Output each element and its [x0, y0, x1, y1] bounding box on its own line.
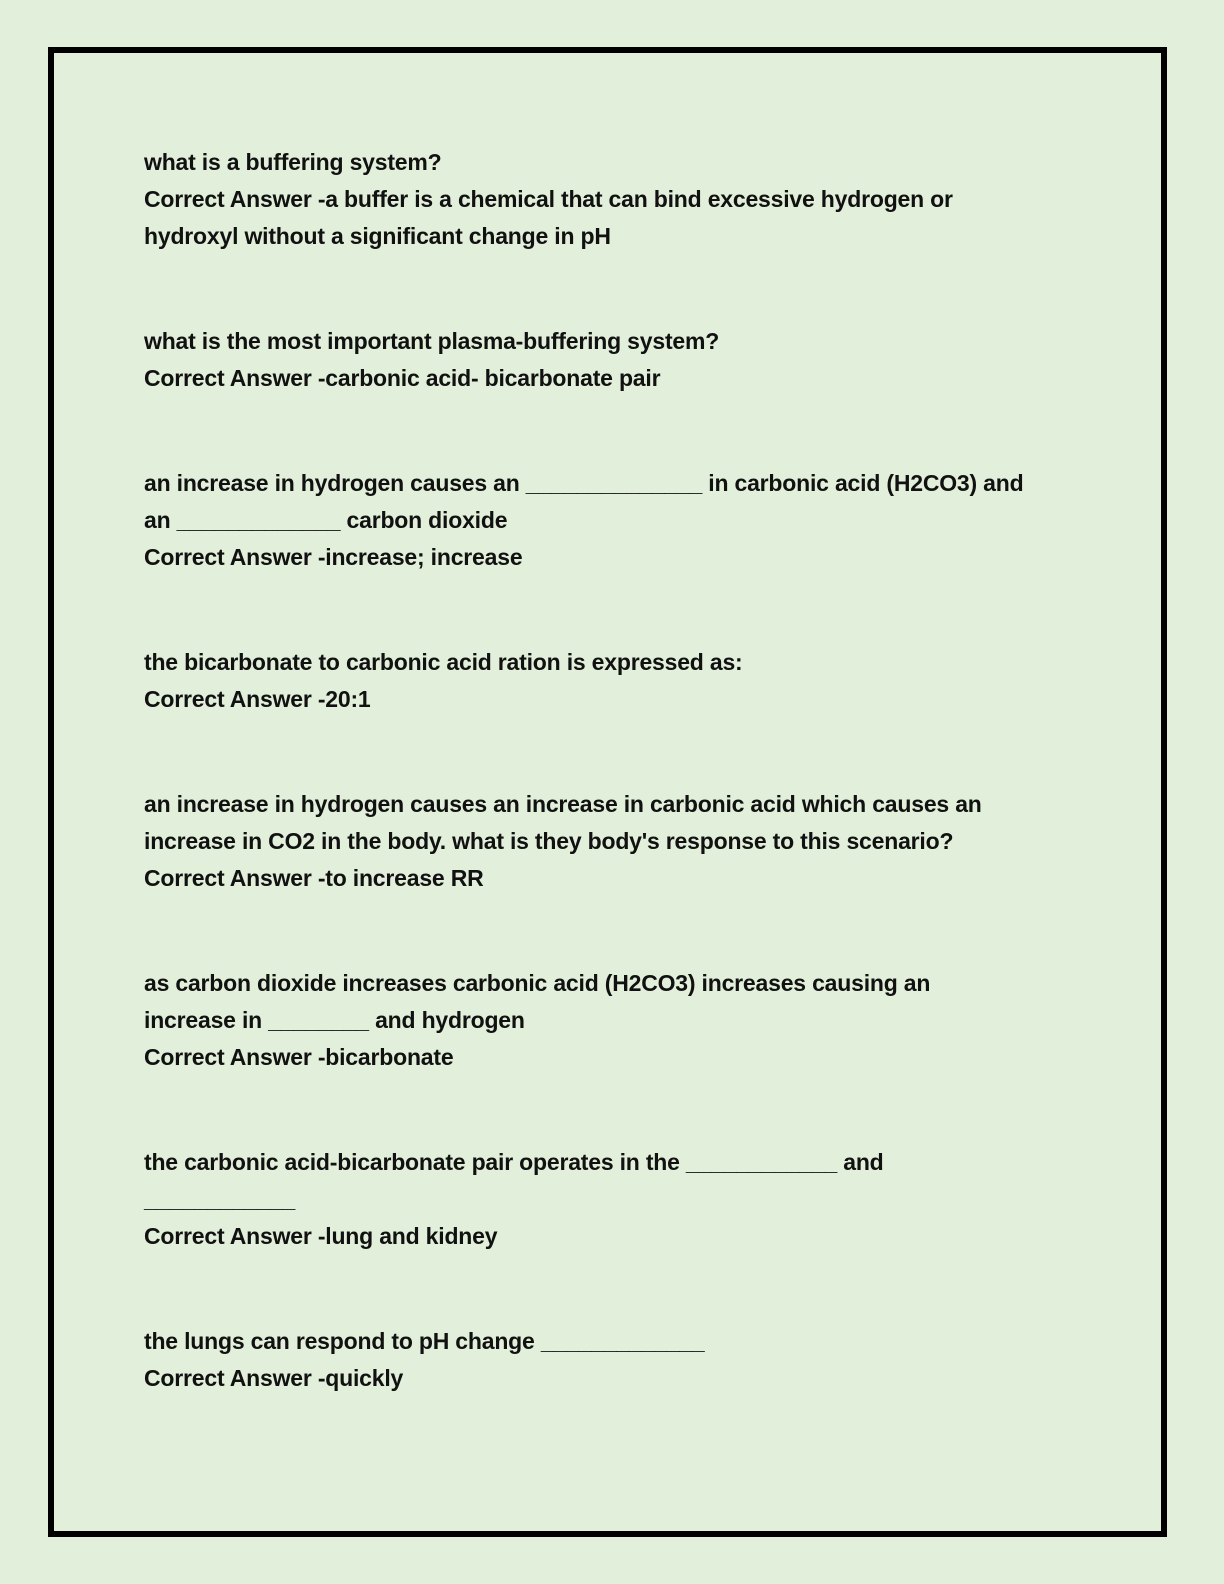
answer-line: Correct Answer -20:1 [144, 686, 371, 712]
question-line: ____________ [144, 1186, 296, 1212]
answer-line: hydroxyl without a significant change in pH [144, 223, 611, 249]
qa-item [144, 323, 1104, 397]
qa-item [144, 1323, 1104, 1397]
qa-item [144, 465, 1104, 576]
question-line: the lungs can respond to pH change _____________ [144, 1328, 705, 1354]
question-line: an _____________ carbon dioxide [144, 507, 508, 533]
question-line: an increase in hydrogen causes an ______________ in carbonic acid (H2CO3) and [144, 470, 1024, 496]
question-line: as carbon dioxide increases carbonic acid (H2CO3) increases causing an [144, 970, 931, 996]
question-line: what is the most important plasma-buffering system? [144, 328, 720, 354]
answer-line: Correct Answer -a buffer is a chemical that can bind excessive hydrogen or [144, 186, 953, 212]
answer-line: Correct Answer -lung and kidney [144, 1223, 498, 1249]
question-line: the carbonic acid-bicarbonate pair operates in the ____________ and [144, 1149, 884, 1175]
answer-line: Correct Answer -carbonic acid- bicarbonate pair [144, 365, 661, 391]
answer-line: Correct Answer -to increase RR [144, 865, 484, 891]
question-line: the bicarbonate to carbonic acid ration is expressed as: [144, 649, 743, 675]
question-line: increase in CO2 in the body. what is they body's response to this scenario? [144, 828, 954, 854]
question-line: what is a buffering system? [144, 149, 442, 175]
qa-item [144, 786, 1104, 897]
qa-item [144, 1144, 1104, 1255]
question-line: an increase in hydrogen causes an increase in carbonic acid which causes an [144, 791, 982, 817]
question-line: increase in ________ and hydrogen [144, 1007, 525, 1033]
answer-line: Correct Answer -bicarbonate [144, 1044, 454, 1070]
qa-list [144, 144, 1104, 1397]
qa-item [144, 644, 1104, 718]
qa-item [144, 965, 1104, 1076]
answer-line: Correct Answer -increase; increase [144, 544, 523, 570]
qa-item [144, 144, 1104, 255]
answer-line: Correct Answer -quickly [144, 1365, 404, 1391]
